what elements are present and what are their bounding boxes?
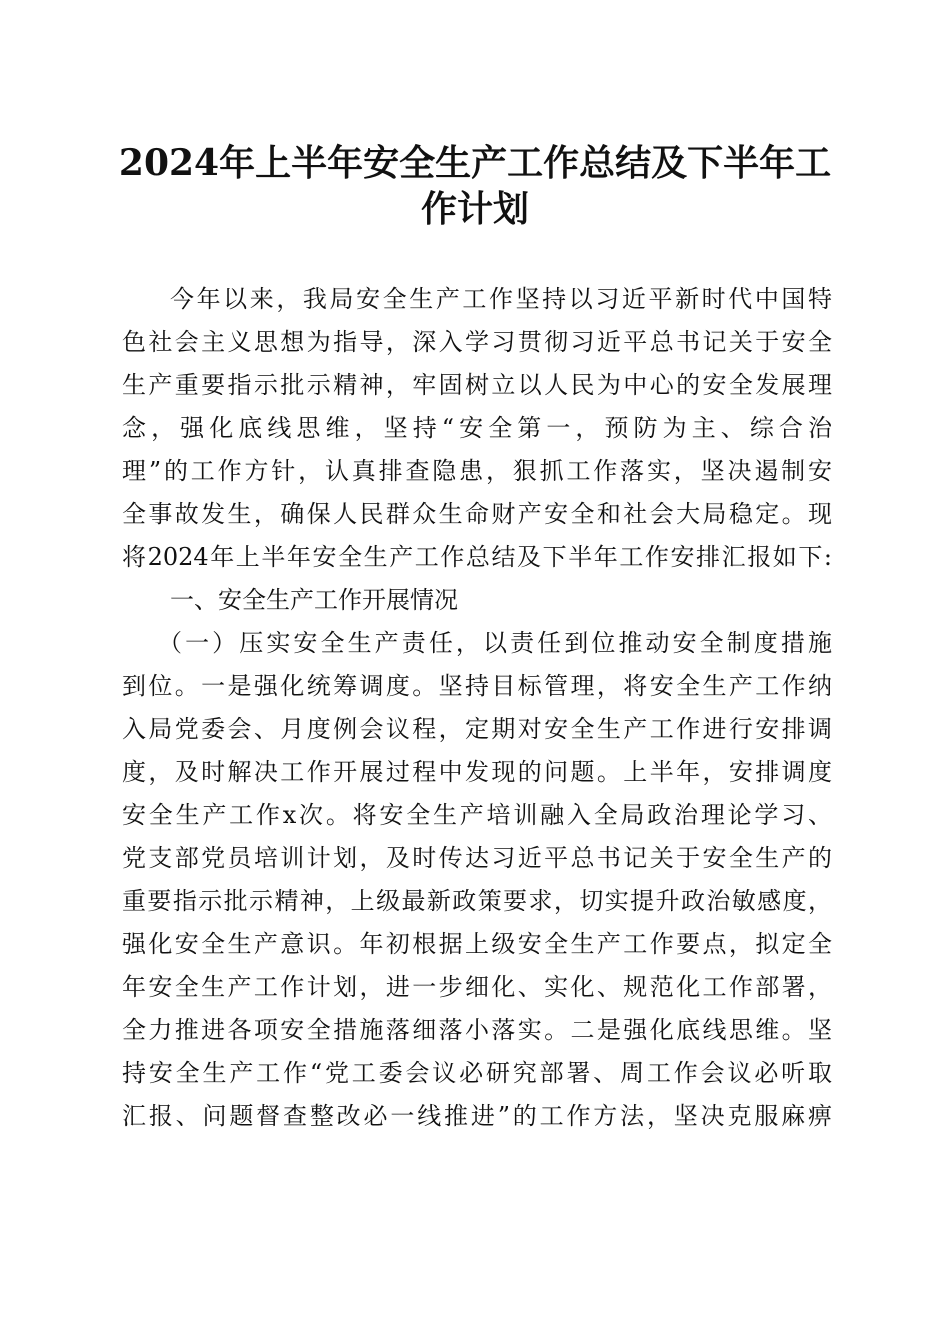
section-paragraph-line: 到位。一是强化统筹调度。坚持目标管理，将安全生产工作纳: [122, 672, 832, 700]
section-paragraph-line: 持安全生产工作“党工委会议必研究部署、周工作会议必听取: [122, 1059, 832, 1087]
document-title-line-2: 作计划: [420, 188, 529, 230]
intro-paragraph-line: 全事故发生，确保人民群众生命财产安全和社会大局稳定。现: [122, 500, 832, 528]
section-paragraph-line: 入局党委会、月度例会议程，定期对安全生产工作进行安排调: [122, 715, 832, 743]
section-paragraph-line: 重要指示批示精神，上级最新政策要求，切实提升政治敏感度，: [122, 887, 832, 915]
section-paragraph-line: 安全生产工作x次。将安全生产培训融入全局政治理论学习、: [122, 801, 832, 829]
section-paragraph-line: 年安全生产工作计划，进一步细化、实化、规范化工作部署，: [122, 973, 832, 1001]
document-title-line-1: 2024年上半年安全生产工作总结及下半年工: [118, 142, 832, 184]
section-paragraph-line: 全力推进各项安全措施落细落小落实。二是强化底线思维。坚: [122, 1016, 832, 1044]
intro-paragraph-line: 念，强化底线思维，坚持“安全第一，预防为主、综合治: [122, 414, 832, 442]
intro-paragraph-line: 将2024年上半年安全生产工作总结及下半年工作安排汇报如下:: [122, 543, 832, 571]
document-body: [122, 278, 832, 1138]
intro-paragraph-line: 今年以来，我局安全生产工作坚持以习近平新时代中国特: [170, 285, 832, 313]
section-paragraph-line: 党支部党员培训计划，及时传达习近平总书记关于安全生产的: [122, 844, 832, 872]
document-title: [110, 140, 840, 232]
intro-paragraph-line: 生产重要指示批示精神，牢固树立以人民为中心的安全发展理: [122, 371, 832, 399]
section-paragraph-line: 汇报、问题督查整改必一线推进”的工作方法，坚决克服麻痹: [122, 1102, 832, 1130]
section-paragraph-line: 度，及时解决工作开展过程中发现的问题。上半年，安排调度: [122, 758, 832, 786]
intro-paragraph-line: 理”的工作方针，认真排查隐患，狠抓工作落实，坚决遏制安: [122, 457, 832, 485]
section-paragraph-line: （一）压实安全生产责任，以责任到位推动安全制度措施: [158, 629, 832, 657]
section-heading: 一、安全生产工作开展情况: [170, 586, 458, 614]
section-paragraph-line: 强化安全生产意识。年初根据上级安全生产工作要点，拟定全: [122, 930, 832, 958]
intro-paragraph-line: 色社会主义思想为指导，深入学习贯彻习近平总书记关于安全: [122, 328, 832, 356]
